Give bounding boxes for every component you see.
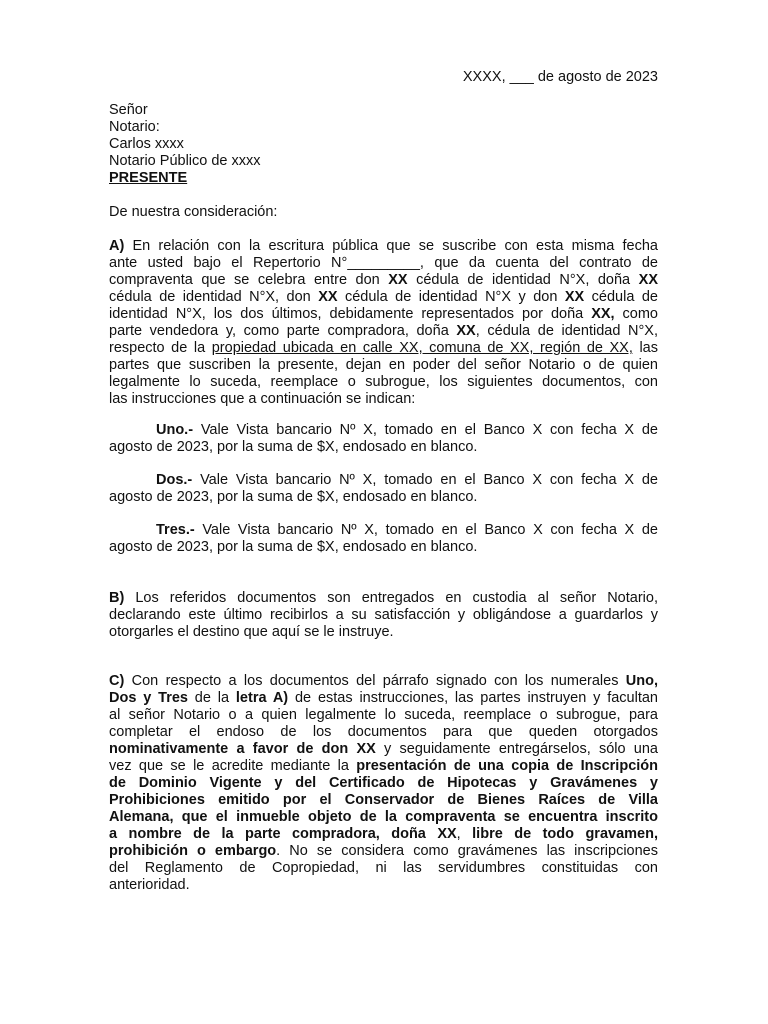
section-c-line-7: de Dominio Vigente y del Certificado de Hipotecas y Gravámenes y — [109, 775, 658, 791]
recipient-name: Carlos xxxx — [109, 136, 184, 152]
section-c-line-1: C) Con respecto a los documentos del párrafo signado con los numerales Uno, — [109, 673, 658, 689]
section-c-line-10: a nombre de la parte compradora, doña XX, libre de todo gravamen, — [109, 826, 658, 842]
section-c-marker: C) — [109, 673, 125, 689]
item-dos-line-2: agosto de 2023, por la suma de $X, endosado en blanco. — [109, 489, 478, 505]
recipient-role: Notario: — [109, 119, 160, 135]
item-uno-label: Uno.- — [156, 422, 194, 438]
item-uno-line-1: Uno.- Vale Vista bancario Nº X, tomado en el Banco X con fecha X de — [156, 422, 658, 438]
item-uno-line-2: agosto de 2023, por la suma de $X, endosado en blanco. — [109, 439, 478, 455]
section-b-line-1: B) Los referidos documentos son entregados en custodia al señor Notario, — [109, 590, 658, 606]
section-a-line-9: legalmente lo suceda, reemplace o subrogue, los siguientes documentos, con — [109, 374, 658, 390]
section-a-line-2: ante usted bajo el Repertorio N°_________, que da cuenta del contrato de — [109, 255, 658, 271]
section-a-line-3: compraventa que se celebra entre don XX cédula de identidad N°X, doña XX — [109, 272, 658, 288]
item-dos-line-1: Dos.- Vale Vista bancario Nº X, tomado en el Banco X con fecha X de — [156, 472, 658, 488]
section-c-line-12: del Reglamento de Copropiedad, ni las servidumbres constituidas con — [109, 860, 658, 876]
section-c-line-8: Prohibiciones emitido por el Conservador de Bienes Raíces de Villa — [109, 792, 658, 808]
section-b-marker: B) — [109, 590, 125, 606]
item-tres-label: Tres.- — [156, 522, 195, 538]
section-a-line-6: parte vendedora y, como parte compradora, doña XX, cédula de identidad N°X, — [109, 323, 658, 339]
section-c-line-11: prohibición o embargo. No se considera como gravámenes las inscripciones — [109, 843, 658, 859]
section-c-line-3: al señor Notario o a quien legalmente lo suceda, reemplace o subrogue, para — [109, 707, 658, 723]
property-address: propiedad ubicada en calle XX, comuna de XX, región de XX, — [211, 340, 633, 356]
section-a-line-4: cédula de identidad N°X, don XX cédula de identidad N°X y don XX cédula de — [109, 289, 658, 305]
presente-heading: PRESENTE — [109, 170, 188, 186]
item-tres-line-1: Tres.- Vale Vista bancario Nº X, tomado en el Banco X con fecha X de — [156, 522, 658, 538]
item-tres-line-2: agosto de 2023, por la suma de $X, endosado en blanco. — [109, 539, 478, 555]
recipient-salutation: Señor — [109, 102, 148, 118]
section-a-line-8: partes que suscriben la presente, dejan en poder del señor Notario o de quien — [109, 357, 658, 373]
section-c-line-4: completar el endoso de los documentos para que queden otorgados — [109, 724, 658, 740]
item-dos-label: Dos.- — [156, 472, 193, 488]
section-c-line-9: Alemana, que el inmueble objeto de la compraventa se encuentra inscrito — [109, 809, 658, 825]
section-c-line-2: Dos y Tres de la letra A) de estas instrucciones, las partes instruyen y facultan — [109, 690, 659, 706]
greeting: De nuestra consideración: — [109, 204, 278, 220]
recipient-title: Notario Público de xxxx — [109, 153, 261, 169]
section-b-line-3: otorgarles el destino que aquí se le instruye. — [109, 624, 394, 640]
section-c-line-5: nominativamente a favor de don XX y seguidamente entregárselos, sólo una — [109, 741, 658, 757]
section-a-line-1: A) En relación con la escritura pública que se suscribe con esta misma fecha — [109, 238, 658, 254]
section-a-marker: A) — [109, 238, 125, 254]
section-a-line-10: las instrucciones que a continuación se indican: — [109, 391, 416, 407]
section-a-line-5: identidad N°X, los dos últimos, debidamente representados por doña XX, como — [109, 306, 658, 322]
section-b-line-2: declarando este último recibirlos a su satisfacción y obligándose a guardarlos y — [109, 607, 658, 623]
section-c-line-13: anterioridad. — [109, 877, 190, 893]
section-c-line-6: vez que se le acredite mediante la presentación de una copia de Inscripción — [109, 758, 658, 774]
date-line: XXXX, ___ de agosto de 2023 — [462, 69, 658, 85]
section-a-line-7: respecto de la propiedad ubicada en calle XX, comuna de XX, región de XX, las — [109, 340, 658, 356]
